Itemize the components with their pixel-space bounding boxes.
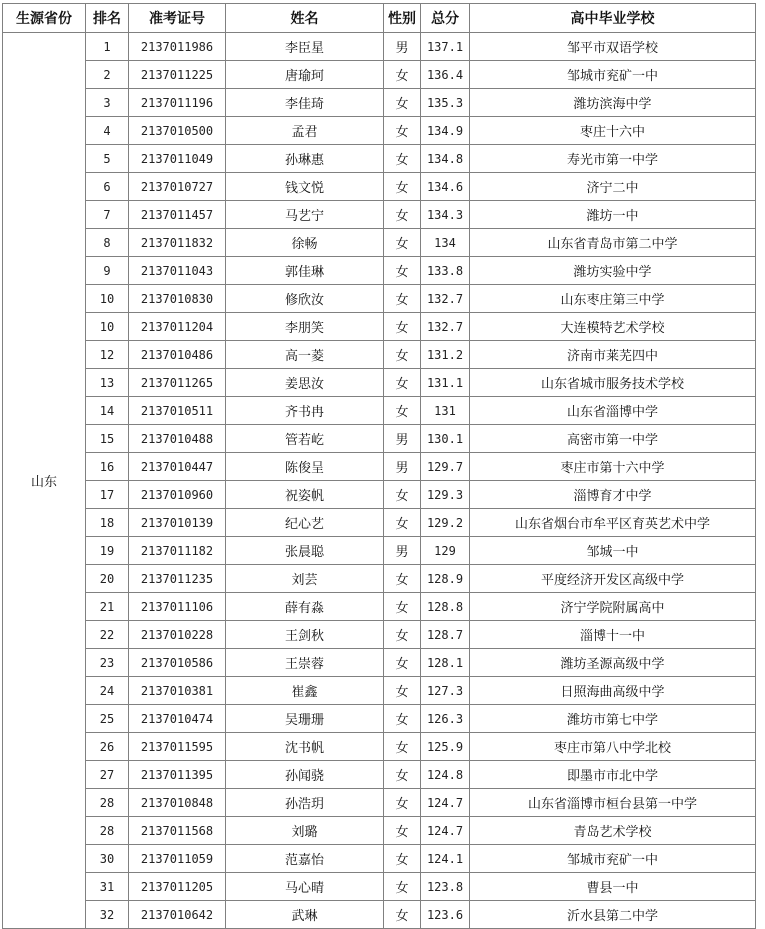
exam-id-cell: 2137011059 xyxy=(129,845,226,873)
name-cell: 纪心艺 xyxy=(226,509,384,537)
table-row xyxy=(3,341,756,369)
header-exam-id: 准考证号 xyxy=(129,4,226,33)
score-cell: 128.7 xyxy=(421,621,470,649)
name-cell: 孙浩玥 xyxy=(226,789,384,817)
table-row xyxy=(3,481,756,509)
exam-id-cell: 2137011832 xyxy=(129,229,226,257)
gender-cell: 女 xyxy=(384,677,421,705)
name-cell: 王剑秋 xyxy=(226,621,384,649)
table-row xyxy=(3,537,756,565)
score-cell: 133.8 xyxy=(421,257,470,285)
score-cell: 134.3 xyxy=(421,201,470,229)
exam-id-cell: 2137011225 xyxy=(129,61,226,89)
table-row xyxy=(3,201,756,229)
exam-id-cell: 2137011235 xyxy=(129,565,226,593)
school-cell: 曹县一中 xyxy=(470,873,756,901)
name-cell: 徐畅 xyxy=(226,229,384,257)
school-cell: 日照海曲高级中学 xyxy=(470,677,756,705)
rank-cell: 12 xyxy=(86,341,129,369)
exam-id-cell: 2137010447 xyxy=(129,453,226,481)
school-cell: 邹城市兖矿一中 xyxy=(470,845,756,873)
gender-cell: 男 xyxy=(384,453,421,481)
school-cell: 潍坊市第七中学 xyxy=(470,705,756,733)
table-row xyxy=(3,257,756,285)
school-cell: 山东省城市服务技术学校 xyxy=(470,369,756,397)
rank-cell: 5 xyxy=(86,145,129,173)
name-cell: 郭佳琳 xyxy=(226,257,384,285)
name-cell: 孙琳惠 xyxy=(226,145,384,173)
table-row xyxy=(3,369,756,397)
exam-id-cell: 2137011986 xyxy=(129,33,226,61)
school-cell: 邹城市兖矿一中 xyxy=(470,61,756,89)
name-cell: 沈书帆 xyxy=(226,733,384,761)
school-cell: 山东省青岛市第二中学 xyxy=(470,229,756,257)
name-cell: 刘璐 xyxy=(226,817,384,845)
rank-cell: 8 xyxy=(86,229,129,257)
school-cell: 山东枣庄第三中学 xyxy=(470,285,756,313)
gender-cell: 女 xyxy=(384,117,421,145)
score-cell: 131.2 xyxy=(421,341,470,369)
score-cell: 132.7 xyxy=(421,285,470,313)
score-cell: 125.9 xyxy=(421,733,470,761)
score-cell: 124.7 xyxy=(421,789,470,817)
gender-cell: 女 xyxy=(384,761,421,789)
score-cell: 124.1 xyxy=(421,845,470,873)
gender-cell: 女 xyxy=(384,649,421,677)
school-cell: 潍坊一中 xyxy=(470,201,756,229)
table-row xyxy=(3,425,756,453)
rank-cell: 9 xyxy=(86,257,129,285)
school-cell: 即墨市市北中学 xyxy=(470,761,756,789)
score-cell: 131.1 xyxy=(421,369,470,397)
table-row xyxy=(3,145,756,173)
school-cell: 济宁学院附属高中 xyxy=(470,593,756,621)
exam-id-cell: 2137011265 xyxy=(129,369,226,397)
gender-cell: 女 xyxy=(384,817,421,845)
name-cell: 薛有淼 xyxy=(226,593,384,621)
table-row xyxy=(3,677,756,705)
gender-cell: 女 xyxy=(384,705,421,733)
exam-id-cell: 2137010381 xyxy=(129,677,226,705)
school-cell: 大连模特艺术学校 xyxy=(470,313,756,341)
rank-cell: 2 xyxy=(86,61,129,89)
gender-cell: 女 xyxy=(384,145,421,173)
exam-id-cell: 2137010228 xyxy=(129,621,226,649)
score-cell: 129.2 xyxy=(421,509,470,537)
gender-cell: 女 xyxy=(384,873,421,901)
gender-cell: 女 xyxy=(384,229,421,257)
table-row xyxy=(3,397,756,425)
exam-id-cell: 2137010830 xyxy=(129,285,226,313)
school-cell: 淄博十一中 xyxy=(470,621,756,649)
gender-cell: 女 xyxy=(384,901,421,929)
rank-cell: 15 xyxy=(86,425,129,453)
rank-cell: 18 xyxy=(86,509,129,537)
gender-cell: 女 xyxy=(384,173,421,201)
exam-id-cell: 2137011205 xyxy=(129,873,226,901)
table-body xyxy=(3,33,756,929)
exam-id-cell: 2137011395 xyxy=(129,761,226,789)
school-cell: 平度经济开发区高级中学 xyxy=(470,565,756,593)
rank-cell: 19 xyxy=(86,537,129,565)
rank-cell: 21 xyxy=(86,593,129,621)
score-cell: 130.1 xyxy=(421,425,470,453)
name-cell: 高一菱 xyxy=(226,341,384,369)
gender-cell: 女 xyxy=(384,89,421,117)
rank-cell: 13 xyxy=(86,369,129,397)
exam-id-cell: 2137011049 xyxy=(129,145,226,173)
gender-cell: 女 xyxy=(384,313,421,341)
rank-cell: 20 xyxy=(86,565,129,593)
gender-cell: 女 xyxy=(384,201,421,229)
exam-id-cell: 2137011182 xyxy=(129,537,226,565)
score-cell: 123.8 xyxy=(421,873,470,901)
rank-cell: 27 xyxy=(86,761,129,789)
school-cell: 枣庄市第八中学北校 xyxy=(470,733,756,761)
rank-cell: 28 xyxy=(86,817,129,845)
exam-id-cell: 2137010960 xyxy=(129,481,226,509)
gender-cell: 女 xyxy=(384,257,421,285)
school-cell: 寿光市第一中学 xyxy=(470,145,756,173)
name-cell: 马心晴 xyxy=(226,873,384,901)
table-row xyxy=(3,593,756,621)
school-cell: 潍坊实验中学 xyxy=(470,257,756,285)
table-row xyxy=(3,453,756,481)
rank-cell: 10 xyxy=(86,285,129,313)
exam-id-cell: 2137010474 xyxy=(129,705,226,733)
rank-cell: 26 xyxy=(86,733,129,761)
table-row xyxy=(3,705,756,733)
exam-id-cell: 2137011568 xyxy=(129,817,226,845)
gender-cell: 女 xyxy=(384,481,421,509)
score-cell: 128.9 xyxy=(421,565,470,593)
school-cell: 枣庄市第十六中学 xyxy=(470,453,756,481)
table-row xyxy=(3,173,756,201)
gender-cell: 女 xyxy=(384,369,421,397)
table-row xyxy=(3,733,756,761)
table-row xyxy=(3,873,756,901)
rank-cell: 30 xyxy=(86,845,129,873)
gender-cell: 女 xyxy=(384,341,421,369)
table-row xyxy=(3,285,756,313)
table-row xyxy=(3,117,756,145)
score-cell: 131 xyxy=(421,397,470,425)
rank-cell: 7 xyxy=(86,201,129,229)
header-province: 生源省份 xyxy=(3,4,86,33)
score-cell: 127.3 xyxy=(421,677,470,705)
gender-cell: 女 xyxy=(384,509,421,537)
exam-id-cell: 2137010642 xyxy=(129,901,226,929)
table-row xyxy=(3,845,756,873)
header-score: 总分 xyxy=(421,4,470,33)
score-cell: 134.6 xyxy=(421,173,470,201)
gender-cell: 女 xyxy=(384,565,421,593)
gender-cell: 女 xyxy=(384,621,421,649)
name-cell: 张晨聪 xyxy=(226,537,384,565)
gender-cell: 女 xyxy=(384,61,421,89)
school-cell: 沂水县第二中学 xyxy=(470,901,756,929)
school-cell: 济宁二中 xyxy=(470,173,756,201)
table-row xyxy=(3,509,756,537)
table-row xyxy=(3,61,756,89)
school-cell: 山东省淄博市桓台县第一中学 xyxy=(470,789,756,817)
name-cell: 孙闻骁 xyxy=(226,761,384,789)
results-table xyxy=(2,3,756,929)
school-cell: 潍坊滨海中学 xyxy=(470,89,756,117)
exam-id-cell: 2137010500 xyxy=(129,117,226,145)
exam-id-cell: 2137010486 xyxy=(129,341,226,369)
school-cell: 淄博育才中学 xyxy=(470,481,756,509)
rank-cell: 1 xyxy=(86,33,129,61)
rank-cell: 31 xyxy=(86,873,129,901)
rank-cell: 22 xyxy=(86,621,129,649)
name-cell: 李朋笑 xyxy=(226,313,384,341)
rank-cell: 24 xyxy=(86,677,129,705)
name-cell: 孟君 xyxy=(226,117,384,145)
rank-cell: 25 xyxy=(86,705,129,733)
score-cell: 134.9 xyxy=(421,117,470,145)
name-cell: 姜思汝 xyxy=(226,369,384,397)
school-cell: 青岛艺术学校 xyxy=(470,817,756,845)
gender-cell: 女 xyxy=(384,733,421,761)
name-cell: 李臣星 xyxy=(226,33,384,61)
score-cell: 129 xyxy=(421,537,470,565)
table-row xyxy=(3,621,756,649)
gender-cell: 女 xyxy=(384,285,421,313)
name-cell: 刘芸 xyxy=(226,565,384,593)
name-cell: 管若屹 xyxy=(226,425,384,453)
table-row xyxy=(3,33,756,61)
rank-cell: 6 xyxy=(86,173,129,201)
name-cell: 范嘉怡 xyxy=(226,845,384,873)
school-cell: 邹城一中 xyxy=(470,537,756,565)
table-row xyxy=(3,565,756,593)
school-cell: 邹平市双语学校 xyxy=(470,33,756,61)
exam-id-cell: 2137011196 xyxy=(129,89,226,117)
exam-id-cell: 2137010727 xyxy=(129,173,226,201)
score-cell: 135.3 xyxy=(421,89,470,117)
exam-id-cell: 2137010848 xyxy=(129,789,226,817)
table-row xyxy=(3,817,756,845)
rank-cell: 23 xyxy=(86,649,129,677)
school-cell: 山东省淄博中学 xyxy=(470,397,756,425)
name-cell: 崔鑫 xyxy=(226,677,384,705)
province-cell: 山东 xyxy=(3,33,86,929)
school-cell: 高密市第一中学 xyxy=(470,425,756,453)
school-cell: 潍坊圣源高级中学 xyxy=(470,649,756,677)
score-cell: 129.7 xyxy=(421,453,470,481)
name-cell: 吴珊珊 xyxy=(226,705,384,733)
rank-cell: 16 xyxy=(86,453,129,481)
table-row xyxy=(3,649,756,677)
school-cell: 枣庄十六中 xyxy=(470,117,756,145)
gender-cell: 女 xyxy=(384,845,421,873)
name-cell: 陈俊呈 xyxy=(226,453,384,481)
gender-cell: 女 xyxy=(384,789,421,817)
rank-cell: 14 xyxy=(86,397,129,425)
rank-cell: 32 xyxy=(86,901,129,929)
name-cell: 武琳 xyxy=(226,901,384,929)
header-rank: 排名 xyxy=(86,4,129,33)
header-school: 高中毕业学校 xyxy=(470,4,756,33)
gender-cell: 女 xyxy=(384,397,421,425)
name-cell: 唐瑜珂 xyxy=(226,61,384,89)
name-cell: 祝姿帆 xyxy=(226,481,384,509)
gender-cell: 男 xyxy=(384,425,421,453)
exam-id-cell: 2137010586 xyxy=(129,649,226,677)
gender-cell: 女 xyxy=(384,593,421,621)
gender-cell: 男 xyxy=(384,33,421,61)
score-cell: 128.8 xyxy=(421,593,470,621)
rank-cell: 28 xyxy=(86,789,129,817)
name-cell: 钱文悦 xyxy=(226,173,384,201)
score-cell: 128.1 xyxy=(421,649,470,677)
name-cell: 王崇蓉 xyxy=(226,649,384,677)
table-row xyxy=(3,313,756,341)
exam-id-cell: 2137011043 xyxy=(129,257,226,285)
exam-id-cell: 2137010511 xyxy=(129,397,226,425)
exam-id-cell: 2137010488 xyxy=(129,425,226,453)
table-row xyxy=(3,789,756,817)
score-cell: 137.1 xyxy=(421,33,470,61)
table-row xyxy=(3,901,756,929)
rank-cell: 10 xyxy=(86,313,129,341)
rank-cell: 3 xyxy=(86,89,129,117)
score-cell: 126.3 xyxy=(421,705,470,733)
name-cell: 修欣汝 xyxy=(226,285,384,313)
table-row xyxy=(3,89,756,117)
name-cell: 齐书冉 xyxy=(226,397,384,425)
header-gender: 性别 xyxy=(384,4,421,33)
table-row xyxy=(3,229,756,257)
exam-id-cell: 2137011595 xyxy=(129,733,226,761)
score-cell: 134.8 xyxy=(421,145,470,173)
exam-id-cell: 2137011106 xyxy=(129,593,226,621)
score-cell: 124.7 xyxy=(421,817,470,845)
score-cell: 123.6 xyxy=(421,901,470,929)
header-name: 姓名 xyxy=(226,4,384,33)
name-cell: 马艺宁 xyxy=(226,201,384,229)
header-row xyxy=(3,4,756,33)
exam-id-cell: 2137010139 xyxy=(129,509,226,537)
school-cell: 济南市莱芜四中 xyxy=(470,341,756,369)
exam-id-cell: 2137011457 xyxy=(129,201,226,229)
score-cell: 136.4 xyxy=(421,61,470,89)
gender-cell: 男 xyxy=(384,537,421,565)
exam-id-cell: 2137011204 xyxy=(129,313,226,341)
score-cell: 129.3 xyxy=(421,481,470,509)
table-row xyxy=(3,761,756,789)
score-cell: 124.8 xyxy=(421,761,470,789)
rank-cell: 4 xyxy=(86,117,129,145)
school-cell: 山东省烟台市牟平区育英艺术中学 xyxy=(470,509,756,537)
rank-cell: 17 xyxy=(86,481,129,509)
name-cell: 李佳琦 xyxy=(226,89,384,117)
score-cell: 134 xyxy=(421,229,470,257)
score-cell: 132.7 xyxy=(421,313,470,341)
